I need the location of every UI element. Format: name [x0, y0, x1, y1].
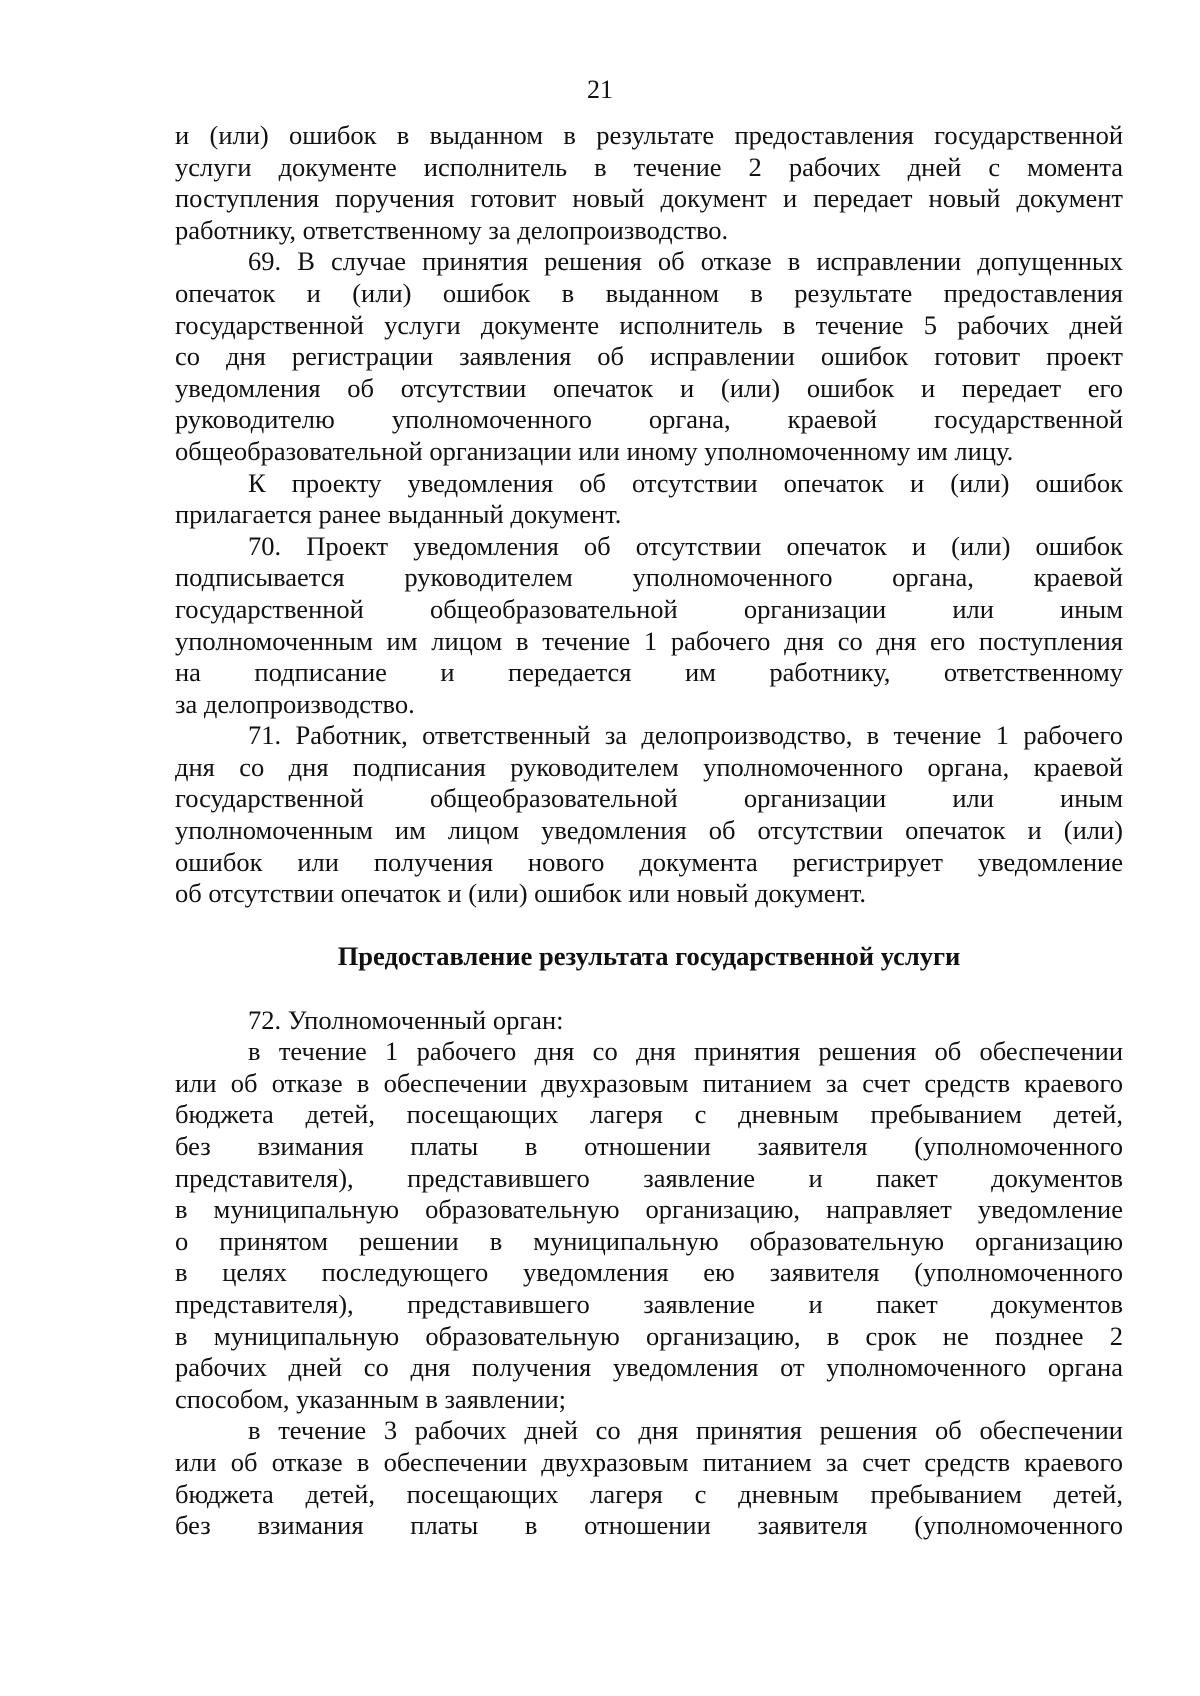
text-line: общеобразовательной организации или иному уполномоченному им лицу. [175, 435, 1014, 466]
blank-line [175, 973, 1123, 1005]
text-line: руководителю уполномоченного органа, краевой государственной [175, 404, 1123, 435]
text-line: в целях последующего уведомления ею заявителя (уполномоченного [175, 1257, 1123, 1288]
text-line: без взимания платы в отношении заявителя (уполномоченного [175, 1131, 1123, 1161]
text-line: работнику, ответственному за делопроизводство. [175, 214, 729, 245]
text-line: опечаток и (или) ошибок в выданном в результате предоставления [175, 277, 1123, 308]
document-body [175, 120, 1123, 1542]
text-line: со дня регистрации заявления об исправлении ошибок готовит проект [175, 341, 1123, 372]
text-line: об отсутствии опечаток и (или) ошибок или новый документ. [175, 878, 867, 909]
text-line: дня со дня подписания руководителем уполномоченного органа, краевой [175, 751, 1123, 782]
text-line: на подписание и передается им работнику, ответственному [175, 657, 1123, 688]
text-line: в течение 3 рабочих дней со дня принятия решения об обеспечении [248, 1415, 1123, 1446]
text-line: в муниципальную образовательную организацию, направляет уведомление [175, 1194, 1123, 1225]
text-line: уведомления об отсутствии опечаток и (или) ошибок и передает его [175, 372, 1123, 403]
text-line: бюджета детей, посещающих лагеря с дневным пребыванием детей, [175, 1478, 1123, 1509]
text-line: без взимания платы в отношении заявителя (уполномоченного [175, 1510, 1123, 1541]
text-line: 70. Проект уведомления об отсутствии опечаток и (или) ошибок [248, 530, 1123, 561]
text-line: уполномоченным им лицом уведомления об отсутствии опечаток и (или) [175, 815, 1123, 846]
text-line: 71. Работник, ответственный за делопроизводство, в течение 1 рабочего [248, 720, 1123, 751]
text-line: о принятом решении в муниципальную образовательную организацию [175, 1225, 1123, 1256]
text-line: бюджета детей, посещающих лагеря с дневным пребыванием детей, [175, 1099, 1123, 1130]
text-line: К проекту уведомления об отсутствии опечаток и (или) ошибок [248, 467, 1123, 498]
blank-line [175, 910, 1123, 942]
text-line: 72. Уполномоченный орган: [248, 1004, 564, 1035]
text-line: государственной услуги документе исполнитель в течение 5 рабочих дней [175, 309, 1123, 340]
text-line: представителя), представившего заявление и пакет документов [175, 1288, 1123, 1319]
text-line: или об отказе в обеспечении двухразовым питанием за счет средств краевого [175, 1446, 1123, 1477]
section-heading: Предоставление результата государственной услуги [337, 941, 961, 972]
page-number: 21 [587, 75, 613, 104]
text-line: государственной общеобразовательной организации или иным [175, 593, 1123, 624]
text-line: уполномоченным им лицом в течение 1 рабочего дня со дня его поступления [175, 625, 1123, 656]
text-line: и (или) ошибок в выданном в результате предоставления государственной [175, 120, 1123, 150]
text-line: 69. В случае принятия решения об отказе в исправлении допущенных [248, 246, 1123, 277]
text-line: прилагается ранее выданный документ. [175, 499, 622, 530]
text-line: в муниципальную образовательную организацию, в срок не позднее 2 [175, 1320, 1123, 1351]
text-line: подписывается руководителем уполномоченного органа, краевой [175, 562, 1123, 593]
text-line: способом, указанным в заявлении; [175, 1383, 567, 1414]
text-line: услуги документе исполнитель в течение 2 рабочих дней с момента [175, 151, 1123, 182]
text-line: рабочих дней со дня получения уведомления от уполномоченного органа [175, 1352, 1123, 1383]
text-line: ошибок или получения нового документа регистрирует уведомление [175, 846, 1123, 877]
text-line: поступления поручения готовит новый документ и передает новый документ [175, 183, 1123, 214]
text-line: государственной общеобразовательной организации или иным [175, 783, 1123, 814]
text-line: в течение 1 рабочего дня со дня принятия решения об обеспечении [248, 1036, 1123, 1067]
text-line: или об отказе в обеспечении двухразовым питанием за счет средств краевого [175, 1067, 1123, 1098]
text-line: за делопроизводство. [175, 688, 415, 719]
text-line: представителя), представившего заявление и пакет документов [175, 1162, 1123, 1193]
